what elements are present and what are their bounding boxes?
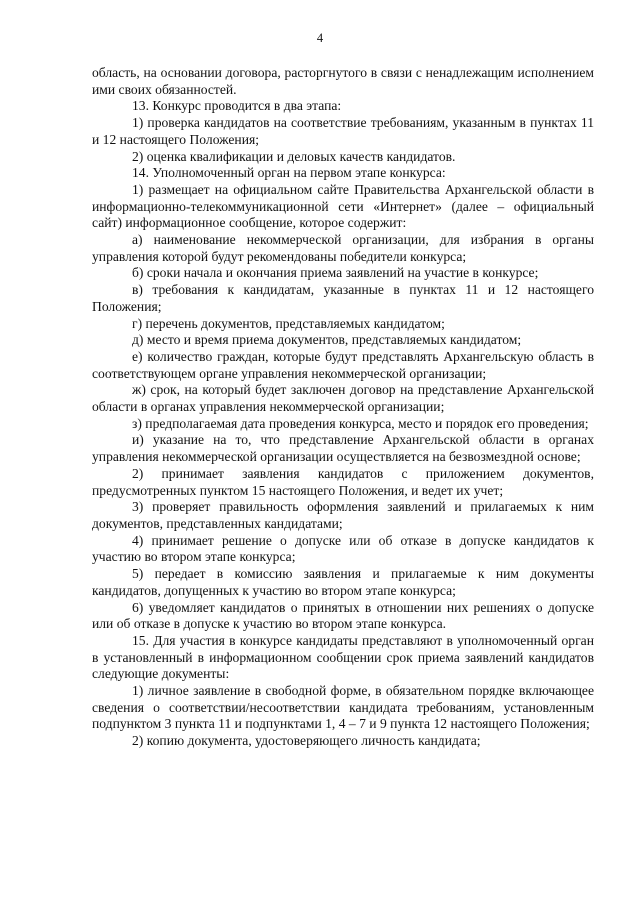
paragraph-14-subitem-e: е) количество граждан, которые будут представлять Архангельскую область в соответствующем органе управления некоммерческой организации; (92, 348, 594, 381)
paragraph-14-item-2: 2) принимает заявления кандидатов с приложением документов, предусмотренных пунктом 15 настоящего Положения, и ведет их учет; (92, 465, 594, 498)
paragraph-15-item-1: 1) личное заявление в свободной форме, в обязательном порядке включающее сведения о соответствии/несоответствии кандидата требованиям, установленным подпунктом 3 пункта 11 и подпунктами 1, 4 – 7 и 9 пункта 12 настоящего Положения; (92, 683, 594, 732)
paragraph-clause-13: 13. Конкурс проводится в два этапа: (132, 98, 342, 114)
paragraph-clause-14: 14. Уполномоченный орган на первом этапе конкурса: (132, 165, 446, 181)
paragraph-14-subitem-z: з) предполагаемая дата проведения конкурса, место и порядок его проведения; (132, 415, 589, 431)
paragraph-13-item-2: 2) оценка квалификации и деловых качеств кандидатов. (132, 148, 456, 164)
paragraph-13-item-1: 1) проверка кандидатов на соответствие требованиям, указанным в пунктах 11 и 12 настоящего Положения; (92, 115, 594, 147)
paragraph-14-item-5: 5) передает в комиссию заявления и прилагаемые к ним документы кандидатов, допущенных к участию во втором этапе конкурса; (92, 566, 594, 598)
paragraph-clause-15: 15. Для участия в конкурсе кандидаты представляют в уполномоченный орган в установленный в информационном сообщении срок приема заявлений кандидатов следующие документы: (92, 632, 594, 682)
paragraph-14-item-4: 4) принимает решение о допуске или об отказе в допуске кандидатов к участию во втором этапе конкурса; (92, 532, 594, 565)
document-body (92, 65, 594, 750)
paragraph-14-subitem-b: б) сроки начала и окончания приема заявлений на участие в конкурсе; (132, 265, 539, 281)
paragraph-15-item-2: 2) копию документа, удостоверяющего личность кандидата; (132, 733, 481, 749)
paragraph-14-item-6: 6) уведомляет кандидатов о принятых в отношении них решениях о допуске или об отказе в допуске к участию во втором этапе конкурса. (92, 599, 594, 632)
paragraph-14-subitem-g: г) перечень документов, представляемых кандидатом; (132, 315, 445, 331)
paragraph-14-subitem-zh: ж) срок, на который будет заключен договор на представление Архангельской области в органах управления некоммерческой организации; (92, 382, 594, 415)
paragraph-14-item-1: 1) размещает на официальном сайте Правительства Архангельской области в информационно-телекоммуникационной сети «Интернет» (далее – официальный сайт) информационное сообщение, которое содержит: (92, 181, 594, 231)
paragraph-continuation: область, на основании договора, расторгнутого в связи с ненадлежащим исполнением ими своих обязанностей. (92, 65, 594, 97)
page-number: 4 (316, 31, 324, 45)
paragraph-14-subitem-d: д) место и время приема документов, представляемых кандидатом; (132, 332, 522, 348)
paragraph-14-subitem-i: и) указание на то, что представление Архангельской области в органах управления некоммерческой организации осуществляется на безвозмездной основе; (92, 432, 594, 465)
paragraph-14-subitem-a: а) наименование некоммерческой организации, для избрания в органы управления которой будут рекомендованы победители конкурса; (92, 232, 594, 264)
paragraph-14-subitem-v: в) требования к кандидатам, указанные в пунктах 11 и 12 настоящего Положения; (92, 282, 594, 314)
paragraph-14-item-3: 3) проверяет правильность оформления заявлений и прилагаемых к ним документов, представленных кандидатами; (92, 499, 594, 531)
